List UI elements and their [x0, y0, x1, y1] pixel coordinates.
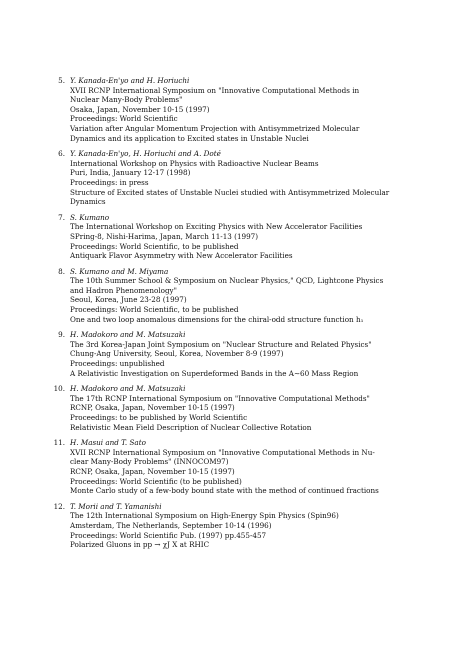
entry-number: 9. — [58, 330, 65, 340]
entry-body — [70, 149, 422, 207]
list-item — [50, 502, 422, 550]
entry-authors: Y. Kanada-En'yo, H. Horiuchi and A. Doté — [70, 149, 221, 159]
entry-line: Proceedings: World Scientific Pub. (1997) pp.455-457 — [70, 530, 267, 540]
entry-line: Dynamics and its application to Excited states in Unstable Nuclei — [70, 133, 309, 143]
entry-line: International Workshop on Physics with Radioactive Nuclear Beams — [70, 158, 319, 168]
entry-number: 5. — [58, 76, 65, 85]
entry-line: The International Workshop on Exciting Physics with New Accelerator Facilities — [70, 222, 363, 232]
entry-line: Relativistic Mean Field Description of Nuclear Collective Rotation — [70, 422, 312, 432]
entry-line: Structure of Excited states of Unstable Nuclei studied with Antisymmetrized Molecular — [70, 187, 390, 197]
entry-line: Proceedings: World Scientific, to be published — [70, 241, 239, 251]
list-item — [50, 76, 422, 143]
entry-line: Seoul, Korea, June 23-28 (1997) — [70, 295, 187, 305]
entry-authors: H. Madokoro and M. Matsuzaki — [70, 384, 186, 394]
entry-authors: Y. Kanada-En'yo and H. Horiuchi — [70, 76, 190, 85]
entry-line: Nuclear Many-Body Problems" — [70, 95, 183, 105]
entry-line: The 12th International Symposium on High-Energy Spin Physics (Spin96) — [70, 511, 339, 521]
entry-authors: H. Madokoro and M. Matsuzaki — [70, 330, 186, 340]
list-item — [50, 384, 422, 432]
entry-line: The 10th Summer School & Symposium on Nuclear Physics," QCD, Lightcone Physics — [70, 276, 384, 286]
entry-line: RCNP, Osaka, Japan, November 10-15 (1997) — [70, 466, 235, 476]
entry-line: Polarized Gluons in pp → χJ X at RHIC — [70, 540, 210, 550]
entry-line: Proceedings: World Scientific, to be published — [70, 305, 239, 315]
entry-line: Amsterdam, The Netherlands, September 10-14 (1996) — [70, 520, 272, 530]
list-item — [50, 149, 422, 207]
entry-body — [70, 384, 422, 432]
entry-number: 11. — [53, 438, 65, 448]
entry-body — [70, 213, 422, 261]
entry-line: XVII RCNP International Symposium on "Innovative Computational Methods in Nu- — [70, 447, 375, 457]
entry-authors: S. Kumano — [70, 212, 110, 222]
entry-line: Proceedings: World Scientific — [70, 114, 178, 124]
entry-authors: S. Kumano and M. Miyama — [70, 266, 169, 276]
entry-line: Proceedings: in press — [70, 177, 149, 187]
entry-line: XVII RCNP International Symposium on "Innovative Computational Methods in — [70, 85, 360, 95]
entry-authors: H. Masui and T. Sato — [70, 438, 146, 448]
entry-line: RCNP, Osaka, Japan, November 10-15 (1997) — [70, 403, 235, 413]
list-item — [50, 267, 422, 325]
list-item — [50, 213, 422, 261]
entry-body — [70, 76, 422, 143]
entry-line: Dynamics — [70, 197, 106, 207]
entry-line: One and two loop anomalous dimensions for the chiral-odd structure function h₁ — [70, 314, 364, 324]
entry-number: 8. — [58, 266, 65, 276]
list-item — [50, 438, 422, 496]
entry-number: 6. — [58, 149, 65, 159]
entry-body — [70, 438, 422, 496]
entry-line: Monte Carlo study of a few-body bound state with the method of continued fractions — [70, 486, 379, 496]
entry-line: Proceedings: unpublished — [70, 359, 165, 369]
entry-number: 12. — [53, 501, 65, 511]
entry-line: The 17th RCNP International Symposium on "Innovative Computational Methods" — [70, 393, 370, 403]
entry-line: The 3rd Korea-Japan Joint Symposium on "Nuclear Structure and Related Physics" — [70, 339, 372, 349]
entry-authors: T. Morii and T. Yamanishi — [70, 501, 162, 511]
entry-line: Puri, India, January 12-17 (1998) — [70, 168, 191, 178]
list-item — [50, 330, 422, 378]
entry-line: Proceedings: to be published by World Scientific — [70, 413, 248, 422]
entry-line: Antiquark Flavor Asymmetry with New Accelerator Facilities — [70, 251, 293, 261]
entry-number: 7. — [58, 212, 65, 222]
reference-list — [50, 76, 422, 556]
entry-line: Proceedings: World Scientific (to be published) — [70, 476, 242, 486]
entry-line: Chung-Ang University, Seoul, Korea, November 8-9 (1997) — [70, 349, 284, 359]
entry-number: 10. — [53, 384, 65, 394]
entry-line: clear Many-Body Problems" (INNOCOM97) — [70, 457, 229, 467]
entry-body — [70, 330, 422, 378]
entry-body — [70, 502, 422, 550]
entry-line: and Hadron Phenomenology" — [70, 285, 177, 295]
entry-line: A Relativistic Investigation on Superdeformed Bands in the A∼60 Mass Region — [70, 368, 359, 378]
entry-line: SPring-8, Nishi-Harima, Japan, March 11-13 (1997) — [70, 231, 259, 241]
entry-line: Osaka, Japan, November 10-15 (1997) — [70, 104, 210, 114]
entry-line: Variation after Angular Momentum Projection with Antisymmetrized Molecular — [70, 123, 360, 133]
entry-body — [70, 267, 422, 325]
